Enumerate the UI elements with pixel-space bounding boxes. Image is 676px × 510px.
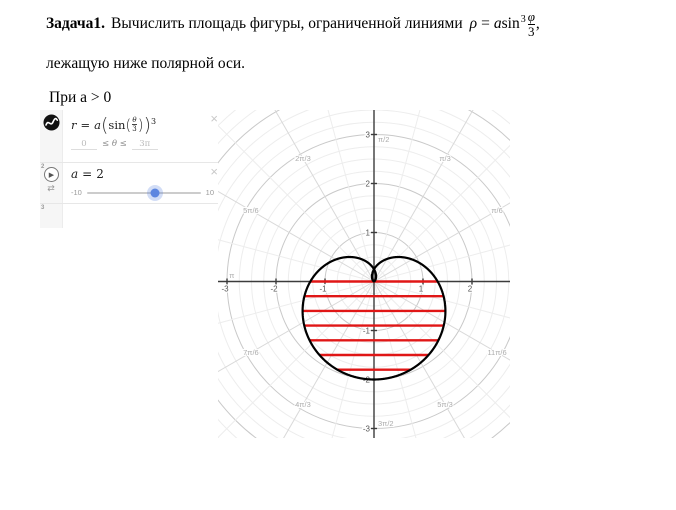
svg-text:2: 2 — [467, 284, 473, 294]
svg-text:5π/6: 5π/6 — [243, 205, 259, 215]
formula-coef: a — [493, 14, 502, 32]
polar-grid — [218, 110, 510, 438]
formula-func: sin — [501, 14, 520, 32]
expression-row-2[interactable] — [40, 163, 222, 204]
problem-line2: лежащую ниже полярной оси. — [46, 55, 246, 73]
expr1-frac-num: θ — [132, 116, 137, 124]
expr1-lhs: r — [71, 117, 77, 132]
svg-text:5π/3: 5π/3 — [437, 400, 453, 410]
fraction-denominator: 3 — [528, 23, 535, 39]
problem-statement — [46, 10, 646, 107]
svg-text:-3: -3 — [362, 424, 370, 434]
svg-text:2π/3: 2π/3 — [295, 153, 311, 163]
problem-title-line — [46, 10, 646, 38]
slider-track[interactable] — [87, 192, 201, 194]
expression-row-3-empty[interactable] — [40, 204, 222, 228]
polar-graph-canvas[interactable] — [218, 110, 510, 438]
formula-eq: = — [481, 14, 490, 32]
expr2-value: 2 — [96, 167, 104, 181]
slider-max-label: 10 — [205, 188, 214, 197]
expr1-func: sin — [108, 117, 126, 132]
formula-power: 3 — [520, 14, 526, 26]
svg-text:3π/2: 3π/2 — [378, 419, 394, 429]
expr1-fraction — [132, 116, 136, 133]
expression-row-1[interactable] — [40, 110, 222, 163]
svg-text:-1: -1 — [319, 284, 327, 294]
slider-play-button[interactable]: ▶ — [44, 167, 59, 182]
expr1-power: 3 — [151, 116, 157, 126]
formula-rho: ρ — [469, 14, 478, 32]
svg-text:4π/3: 4π/3 — [295, 400, 311, 410]
expr2-lhs: a — [71, 167, 79, 181]
svg-text:11π/6: 11π/6 — [487, 348, 507, 358]
svg-text:1: 1 — [365, 228, 370, 238]
slider-min-label: -10 — [71, 188, 82, 197]
fraction-numerator: φ — [527, 9, 535, 24]
formula-comma: , — [535, 14, 540, 32]
expression-1-latex[interactable]: r = a ( sin ( $\frac{\theta}{3}$ ) ) $^3$ — [71, 113, 157, 136]
svg-text:π/3: π/3 — [439, 153, 451, 163]
slider-a — [71, 188, 214, 197]
slider-loop-mode-icon[interactable]: ⇄ — [47, 184, 55, 194]
svg-text:-3: -3 — [221, 284, 229, 294]
formula-fraction — [528, 10, 535, 38]
svg-text:2: 2 — [365, 179, 370, 189]
row1-gutter — [40, 110, 63, 162]
svg-text:π/6: π/6 — [491, 205, 503, 215]
svg-text:1: 1 — [418, 284, 424, 294]
svg-text:π/2: π/2 — [378, 134, 390, 144]
desmos-expression-panel — [40, 110, 223, 228]
svg-text:-1: -1 — [362, 326, 370, 336]
expression-1-domain[interactable] — [71, 139, 214, 150]
svg-text:π: π — [229, 271, 235, 280]
slider-handle[interactable] — [151, 188, 160, 197]
svg-text:3: 3 — [365, 130, 370, 140]
domain-max-field[interactable]: 3π — [132, 139, 158, 150]
row2-index: 2 — [41, 164, 45, 170]
domain-relation: ≤ θ ≤ — [102, 139, 127, 150]
expression-2-latex[interactable] — [71, 167, 214, 181]
row3-index: 3 — [41, 205, 45, 211]
svg-text:-2: -2 — [270, 284, 278, 294]
problem-condition: При a > 0 — [49, 89, 112, 107]
problem-text: Вычислить площадь фигуры, ограниченной линиями — [111, 14, 463, 32]
desmos-curve-logo-icon — [43, 114, 60, 131]
close-expression-2-button[interactable]: × — [210, 164, 218, 179]
expr1-eq: = — [80, 117, 91, 132]
problem-number: Задача1. — [46, 14, 106, 32]
svg-text:-2: -2 — [362, 375, 370, 385]
svg-text:7π/6: 7π/6 — [243, 348, 259, 358]
expr1-frac-den: 3 — [132, 125, 137, 134]
close-expression-1-button[interactable]: × — [210, 111, 218, 126]
graph-paper — [218, 110, 510, 438]
expr1-coef: a — [94, 117, 101, 132]
domain-min-field[interactable]: 0 — [71, 139, 97, 150]
expr2-eq: = — [82, 167, 93, 181]
problem-formula — [470, 10, 540, 38]
